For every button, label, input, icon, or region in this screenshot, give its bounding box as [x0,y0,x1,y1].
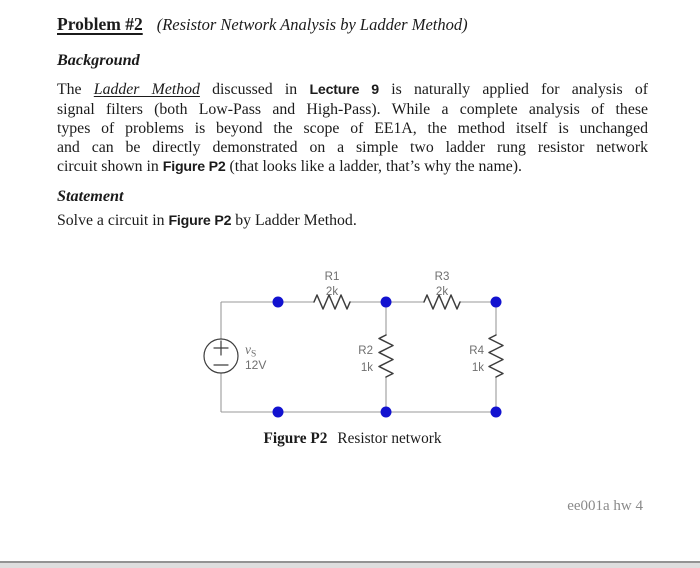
paragraph-line [57,119,648,138]
r4-value-label: 1k [471,362,484,374]
text-span: circuit shown in [57,158,163,175]
text-span: Solve a circuit in [57,212,169,229]
text-span: Lecture 9 [309,82,379,98]
text-span: Figure P2 [168,213,232,229]
node-dot [272,407,283,418]
statement-heading: Statement [57,187,124,205]
r2-name-label: R2 [357,345,373,357]
text-span: (that looks like a ladder, that’s why the name). [225,158,522,175]
background-paragraph [57,80,648,177]
problem-title: Problem #2 [57,14,143,34]
source-symbol-label [245,342,256,360]
text-span: signal filters (both Low-Pass and High-Pass). While a complete analysis of these [57,101,648,118]
source-symbol-subscript: S [250,349,256,360]
page-bottom-edge [0,561,700,568]
background-heading: Background [57,51,140,69]
paragraph-line [57,157,648,177]
circuit-labels [245,271,485,374]
resistor-r4-zigzag [489,335,503,377]
node-dot [380,297,391,308]
problem-subtitle: (Resistor Network Analysis by Ladder Method) [156,15,468,34]
text-span: by Ladder Method. [231,212,357,229]
resistor-r2-zigzag [379,335,393,377]
node-dot [490,407,501,418]
text-span: discussed in [199,81,310,98]
figure-caption-text: Resistor network [337,430,442,447]
plus-sign-icon [214,341,228,355]
course-homework-tag: ee001a hw 4 [567,498,643,514]
text-span: The [57,81,94,98]
node-dot [490,297,501,308]
r3-name-label: R3 [434,271,449,283]
text-span: is naturally applied for analysis of [379,81,649,98]
text-span: types of problems is beyond the scope of EE1A, the method itself is unchanged [57,120,648,137]
circuit-wires [221,302,496,412]
paragraph-line [57,100,648,119]
r4-name-label: R4 [468,345,484,357]
circuit-diagram [188,254,518,426]
title-row [57,13,648,37]
source-value-label: 12V [244,358,266,372]
figure-caption-label: Figure P2 [263,430,328,447]
figure-caption [57,429,648,448]
paragraph-line [57,138,648,157]
r3-value-label: 2k [435,286,448,298]
node-dot [380,407,391,418]
node-dot [272,297,283,308]
statement-line [57,211,648,231]
source-symbol: v [244,342,251,357]
r1-name-label: R1 [324,271,339,283]
r2-value-label: 1k [360,362,373,374]
text-span: and can be directly demonstrated on a simple two ladder rung resistor network [57,139,648,156]
text-span: Figure P2 [162,159,226,175]
paragraph-line [57,80,648,100]
r1-value-label: 2k [325,286,338,298]
text-span: Ladder Method [93,81,200,98]
